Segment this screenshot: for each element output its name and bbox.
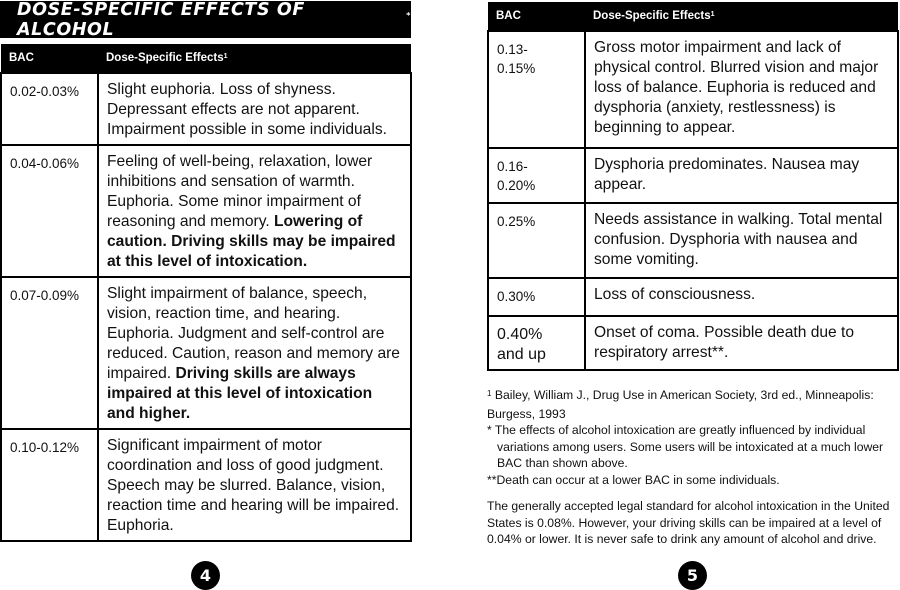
bac-value: 0.16- 0.20% — [488, 148, 585, 203]
bac-value: 0.25% — [488, 203, 585, 278]
effect-text: Gross motor impairment and lack of physical control. Blurred vision and major loss of balance. Euphoria is reduced and dysphoria (anxiety, restlessness) is beginning to appear. — [594, 39, 879, 136]
asterisk-note: * The effects of alcohol intoxication are greatly influenced by individual variations among users. Some users will be intoxicated at a much lower BAC than shown above. — [487, 423, 884, 470]
title-text: DOSE-SPECIFIC EFFECTS OF ALCOHOL — [17, 0, 305, 40]
table-row — [1, 145, 411, 277]
effect-description — [98, 429, 411, 541]
effects-header-label: Dose-Specific Effects — [593, 10, 711, 22]
table-row — [488, 203, 898, 278]
bac-column-header: BAC — [1, 44, 98, 73]
bac-column-header: BAC — [488, 2, 585, 31]
effect-description — [98, 145, 411, 277]
effects-header-label: Dose-Specific Effects — [106, 52, 224, 64]
effect-description — [585, 148, 898, 203]
effect-warning-text: Lowering of caution. Driving skills may be impaired at this level of intoxication. — [107, 213, 396, 270]
table-row — [488, 148, 898, 203]
bac-value: 0.40% and up — [488, 316, 585, 370]
bac-table-right — [487, 2, 899, 371]
table-header — [488, 2, 898, 31]
bac-value: 0.04-0.06% — [1, 145, 98, 277]
effects-header-sup: 1 — [223, 53, 228, 60]
bac-value: 0.10-0.12% — [1, 429, 98, 541]
bac-value: 0.07-0.09% — [1, 277, 98, 429]
page-title — [0, 1, 411, 38]
table-header — [1, 44, 411, 73]
table-row — [1, 277, 411, 429]
page-number-right: 5 — [678, 561, 707, 590]
effect-text: Onset of coma. Possible death due to respiratory arrest**. — [594, 324, 855, 361]
bac-value: 0.02-0.03% — [1, 73, 98, 145]
effect-description — [585, 316, 898, 370]
effect-text: Feeling of well-being, relaxation, lower inhibitions and sensation of warmth. Euphoria. Some minor impairment of reasoning and memory. — [107, 153, 373, 230]
reference-text: Bailey, William J., Drug Use in American Society, 3rd ed., Minneapolis: Burgess, 1993 — [487, 388, 874, 421]
bac-table-left — [0, 44, 412, 542]
effects-header-sup: 1 — [710, 11, 715, 18]
table-row — [1, 429, 411, 541]
effect-text: Needs assistance in walking. Total mental confusion. Dysphoria with nausea and some vomiting. — [594, 211, 883, 268]
effects-column-header — [585, 2, 898, 31]
effect-description — [98, 73, 411, 145]
reference-mark: 1 — [487, 389, 492, 398]
effect-description — [98, 277, 411, 429]
legal-standard-note: The generally accepted legal standard for alcohol intoxication in the United States is 0.08%. However, your driving skills can be impaired at a level of 0.04% or lower. It is never safe to drink any amount of alcohol and drive. — [487, 499, 890, 546]
table-row — [488, 31, 898, 148]
effect-text: Significant impairment of motor coordination and loss of good judgment. Speech may be slurred. Balance, vision, reaction time and hearing will be impaired. Euphoria. — [107, 437, 400, 534]
bac-value: 0.13- 0.15% — [488, 31, 585, 148]
double-asterisk-note: **Death can occur at a lower BAC in some individuals. — [487, 472, 780, 487]
effect-text: Slight euphoria. Loss of shyness. Depressant effects are not apparent. Impairment possible in some individuals. — [107, 81, 387, 138]
effect-text: Slight impairment of balance, speech, vision, reaction time, and hearing. Euphoria. Judgment and self-control are reduced. Caution, reason and memory are impaired. — [107, 285, 400, 382]
effect-text: Loss of consciousness. — [594, 286, 756, 303]
effect-description — [585, 278, 898, 316]
footnotes — [487, 387, 897, 548]
table-row — [1, 73, 411, 145]
effect-description — [585, 31, 898, 148]
effect-description — [585, 203, 898, 278]
effects-column-header — [98, 44, 411, 73]
title-mark: * — [406, 11, 411, 20]
reference-note — [487, 387, 897, 422]
table-row — [488, 278, 898, 316]
bac-value: 0.30% — [488, 278, 585, 316]
effect-warning-text: Driving skills are always impaired at this level of intoxication and higher. — [107, 365, 373, 422]
effect-text: Dysphoria predominates. Nausea may appear. — [594, 156, 860, 193]
table-row — [488, 316, 898, 370]
page-number-left: 4 — [191, 561, 220, 590]
